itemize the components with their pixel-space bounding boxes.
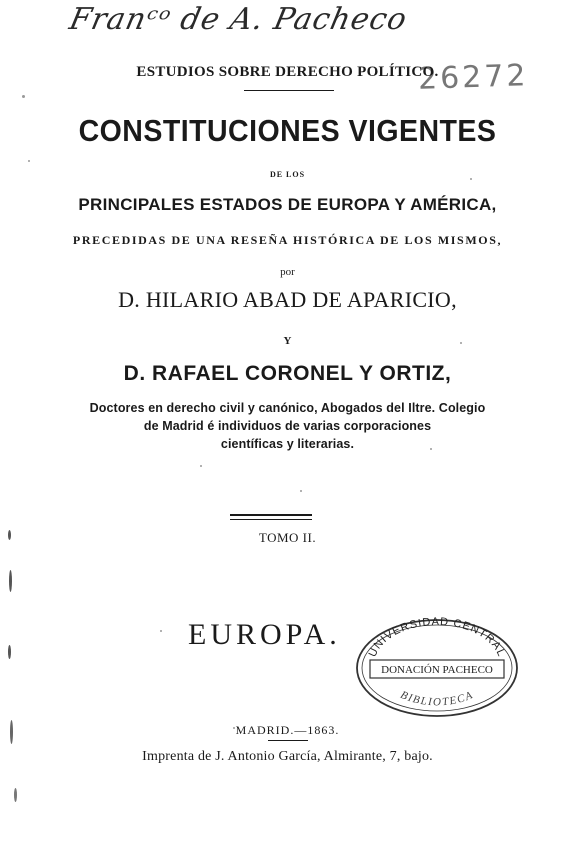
credentials-line-1: Doctores en derecho civil y canónico, Abogados del Iltre. Colegio [89,401,486,415]
printer-line: Imprenta de J. Antonio García, Almirante, 7, bajo. [142,749,433,764]
divider-rule [244,90,334,91]
scan-mark [8,530,11,540]
main-title: CONSTITUCIONES VIGENTES [78,113,497,148]
scan-mark [8,645,11,659]
section-heading: EUROPA. [188,618,341,651]
library-stamp [352,610,522,720]
volume-label: TOMO II. [258,530,317,545]
scan-mark [430,448,432,450]
scan-mark [200,465,202,467]
credentials-line-2: de Madrid é individuos de varias corporaciones [143,419,432,433]
scan-mark [300,490,302,492]
conjunction-text: Y [283,335,292,347]
scan-mark [160,630,162,632]
scan-mark [470,178,472,180]
author-one: D. HILARIO ABAD DE APARICIO, [118,287,457,312]
imprint-rule [268,740,308,741]
scan-mark [10,720,13,744]
stamp-bottom-text: BIBLIOTECA [398,688,476,709]
scan-mark [233,727,235,729]
series-title: ESTUDIOS SOBRE DERECHO POLÍTICO. [136,64,439,80]
subtitle: PRINCIPALES ESTADOS DE EUROPA Y AMÉRICA, [78,195,497,214]
scan-mark [28,160,30,162]
por-text: por [280,266,295,278]
scan-mark [9,570,12,592]
pencil-accession-number: 26272 [417,58,530,97]
stamp-top-text: UNIVERSIDAD CENTRAL [366,615,508,659]
scan-mark [460,342,462,344]
credentials-line-3: científicas y literarias. [220,437,355,451]
de-los-text: DE LOS [269,170,306,179]
preceded-line: PRECEDIDAS DE UNA RESEÑA HISTÓRICA DE LOS MISMOS, [72,233,503,247]
handwritten-signature: Franᶜᵒ de A. Pacheco [66,2,411,37]
scan-mark [14,788,17,802]
ornament-rule-bottom [230,519,312,520]
imprint-place-date: MADRID.—1863. [235,723,340,737]
scan-mark [22,95,25,98]
stamp-middle-text: DONACIÓN PACHECO [381,664,493,676]
author-two: D. RAFAEL CORONEL Y ORTIZ, [123,362,452,385]
ornament-rule-top [230,514,312,516]
